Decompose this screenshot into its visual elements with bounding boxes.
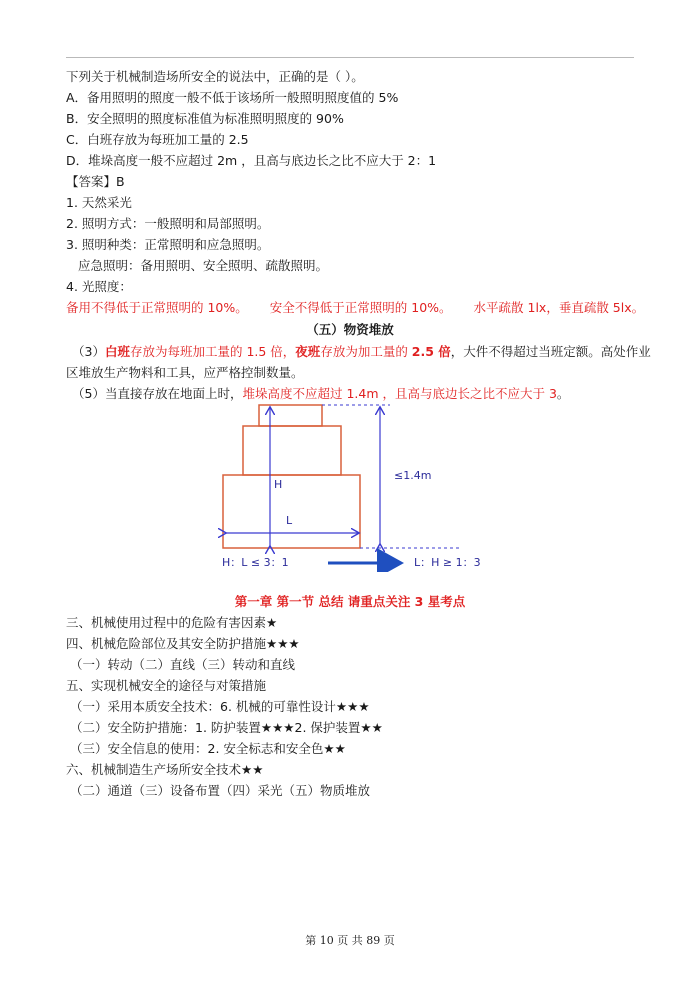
night-shift: 夜班 bbox=[295, 344, 321, 359]
illum-evac: 水平疏散 1lx，垂直疏散 5lx。 bbox=[473, 300, 645, 315]
summary-line: 三、机械使用过程中的危险有害因素★ bbox=[66, 615, 278, 630]
section-title: （五）物资堆放 bbox=[306, 322, 394, 337]
stack-limit: 堆垛高度不应超过 1.4m ，且高与底边长之比不应大于 3 bbox=[242, 386, 557, 401]
label-l: L bbox=[286, 514, 293, 527]
question-stem: 下列关于机械制造场所安全的说法中，正确的是（ ）。 bbox=[66, 69, 364, 84]
summary-line: （一）采用本质安全技术：6. 机械的可靠性设计★★★ bbox=[70, 699, 370, 714]
summary-line: （三）安全信息的使用：2. 安全标志和安全色★★ bbox=[70, 741, 346, 756]
note-2: 2. 照明方式：一般照明和局部照明。 bbox=[66, 216, 270, 231]
option-d: D．堆垛高度一般不应超过 2m ，且高与底边长之比不应大于 2：1 bbox=[66, 153, 437, 168]
day-shift: 白班 bbox=[104, 344, 130, 359]
note-1: 1. 天然采光 bbox=[66, 195, 132, 210]
summary-title: 第一章 第一节 总结 请重点关注 3 星考点 bbox=[234, 594, 466, 609]
header-rule bbox=[66, 57, 634, 58]
summary-line: 五、实现机械安全的途径与对策措施 bbox=[66, 678, 267, 693]
stack-box-middle bbox=[243, 426, 341, 475]
note-3: 3. 照明种类：正常照明和应急照明。 bbox=[66, 237, 270, 252]
ratio-left: H：L ≤ 3：1 bbox=[222, 556, 289, 569]
page-footer: 第 10 页 共 89 页 bbox=[305, 934, 395, 947]
option-b: B．安全照明的照度标准值为标准照明照度的 90% bbox=[66, 111, 344, 126]
stack-box-top bbox=[259, 405, 322, 426]
option-c: C．白班存放为每班加工量的 2.5 bbox=[66, 132, 249, 147]
label-height-limit: ≤1.4m bbox=[394, 469, 432, 482]
note-4: 4. 光照度： bbox=[66, 279, 132, 294]
summary-line: （二）通道（三）设备布置（四）采光（五）物质堆放 bbox=[70, 783, 371, 798]
summary-line: （一）转动（二）直线（三）转动和直线 bbox=[70, 657, 296, 672]
stack-box-bottom bbox=[223, 475, 360, 548]
note-3b: 应急照明：备用照明、安全照明、疏散照明。 bbox=[78, 258, 329, 273]
summary-line: 四、机械危险部位及其安全防护措施★★★ bbox=[66, 636, 300, 651]
option-a: A．备用照明的照度一般不低于该场所一般照明照度值的 5% bbox=[66, 90, 399, 105]
para-3-line2: 区堆放生产物料和工具，应严格控制数量。 bbox=[66, 365, 304, 380]
para-5: （5）当直接存放在地面上时，堆垛高度不应超过 1.4m ，且高与底边长之比不应大于 3。 bbox=[72, 386, 570, 401]
answer: 【答案】B bbox=[66, 174, 125, 189]
para-3: （3）白班存放为每班加工量的 1.5 倍，夜班存放为加工量的 2.5 倍，大件不得超过当班定额。高处作业 bbox=[72, 344, 651, 359]
summary-line: 六、机械制造生产场所安全技术★★ bbox=[66, 762, 264, 777]
label-h: H bbox=[274, 478, 283, 491]
stacking-diagram bbox=[218, 404, 483, 572]
ratio-right: L：H ≥ 1：3 bbox=[414, 556, 481, 569]
illuminance-line bbox=[66, 299, 644, 317]
illum-standby: 备用不得低于正常照明的 10%。 bbox=[66, 300, 248, 315]
illum-safety: 安全不得低于正常照明的 10%。 bbox=[269, 300, 452, 315]
summary-line: （二）安全防护措施：1. 防护装置★★★2. 保护装置★★ bbox=[70, 720, 383, 735]
